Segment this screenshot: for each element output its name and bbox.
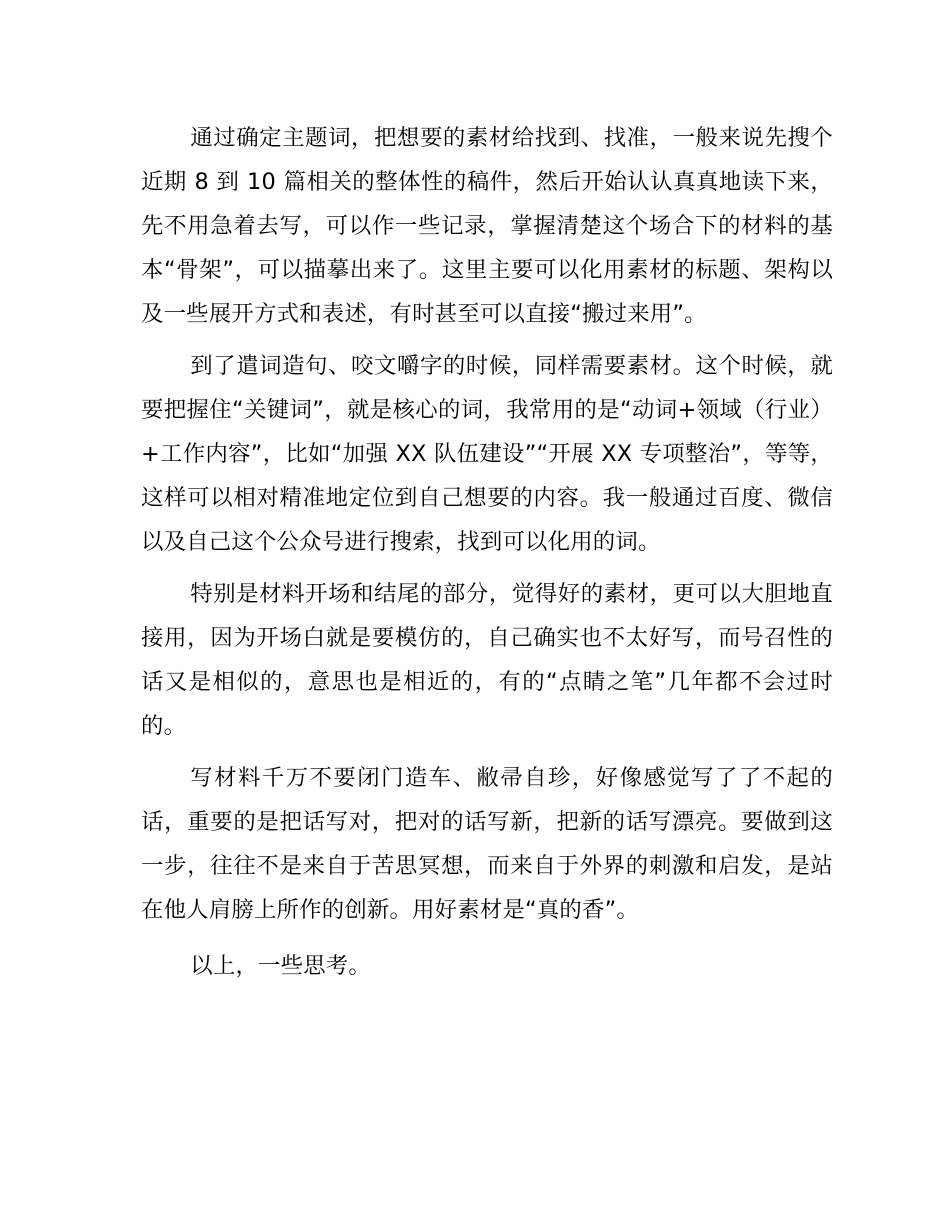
paragraph-innovation: 写材料千万不要闭门造车、敝帚自珍，好像感觉写了了不起的话，重要的是把话写对，把对的话写新，把新的话写漂亮。要做到这一步，往往不是来自于苦思冥想，而来自于外界的刺激和启发，是站在他人肩膀上所作的创新。用好素材是“真的香”。	[141, 765, 833, 923]
paragraph-closing: 以上，一些思考。	[190, 953, 371, 979]
paragraph-keywords: 到了遣词造句、咬文嚼字的时候，同样需要素材。这个时候，就要把握住“关键词”，就是核心的词，我常用的是“动词+领域（行业）+工作内容”，比如“加强 XX 队伍建设”“开展 XX 专项整治”，等等，这样可以相对精准地定位到自己想要的内容。我一般通过百度、微信以及自己这个公众号进行搜索，找到可以化用的词。	[141, 353, 833, 555]
document-page	[141, 116, 833, 996]
paragraph-topic-words: 通过确定主题词，把想要的素材给找到、找准，一般来说先搜个近期 8 到 10 篇相关的整体性的稿件，然后开始认认真真地读下来，先不用急着去写，可以作一些记录，掌握清楚这个场合下的材料的基本“骨架”，可以描摹出来了。这里主要可以化用素材的标题、架构以及一些展开方式和表述，有时甚至可以直接“搬过来用”。	[141, 125, 833, 327]
paragraph-opening-ending: 特别是材料开场和结尾的部分，觉得好的素材，更可以大胆地直接用，因为开场白就是要模仿的，自己确实也不太好写，而号召性的话又是相似的，意思也是相近的，有的“点睛之笔”几年都不会过时的。	[141, 581, 833, 739]
